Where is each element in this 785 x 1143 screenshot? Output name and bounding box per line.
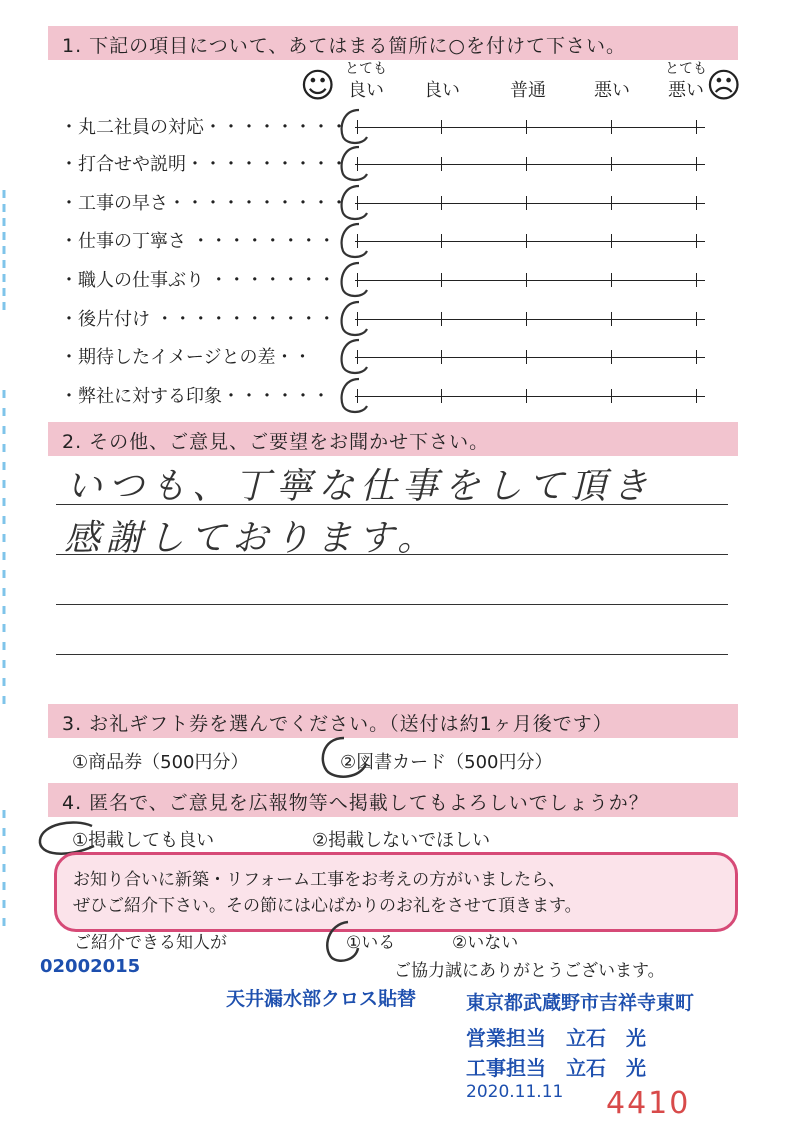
- referral-option-yes[interactable]: ①いる: [346, 933, 396, 953]
- column-bad: 悪い: [594, 80, 630, 101]
- referral-text-line1: お知り合いに新築・リフォーム工事をお考えの方がいましたら、: [73, 870, 566, 890]
- rating-option-tick[interactable]: [611, 273, 612, 287]
- rating-option-tick[interactable]: [441, 234, 442, 248]
- comment-line: [56, 604, 728, 605]
- rating-row-label: ・後片付け ・・・・・・・・・・: [60, 309, 336, 330]
- rating-selection-circle: [337, 107, 377, 147]
- rating-row-label: ・仕事の丁寧さ ・・・・・・・・: [60, 231, 336, 252]
- rating-row-label: ・職人の仕事ぶり ・・・・・・・: [60, 270, 336, 291]
- rating-option-tick[interactable]: [526, 350, 527, 364]
- section2-header: [48, 422, 738, 456]
- section2-title: 2. その他、ご意見、ご要望をお聞かせ下さい。: [62, 431, 490, 453]
- section1-header: [48, 26, 738, 60]
- section1-title: 1. 下記の項目について、あてはまる箇所に○を付けて下さい。: [62, 35, 626, 57]
- gift-option-shopping-voucher[interactable]: ①商品券（500円分）: [72, 752, 249, 773]
- rating-scale-line: [355, 357, 705, 358]
- rating-option-tick[interactable]: [696, 157, 697, 171]
- date-stamp: 2020.11.11: [466, 1082, 564, 1102]
- rating-option-tick[interactable]: [441, 157, 442, 171]
- section3-title: 3. お礼ギフト券を選んでください。（送付は約1ヶ月後です）: [62, 713, 613, 735]
- rating-option-tick[interactable]: [441, 389, 442, 403]
- section3-header: [48, 704, 738, 738]
- section4-title: 4. 匿名で、ご意見を広報物等へ掲載してもよろしいでしょうか？: [62, 792, 649, 814]
- construction-rep-stamp: 工事担当 立石 光: [466, 1056, 646, 1080]
- rating-option-tick[interactable]: [696, 196, 697, 210]
- referral-selection-circle: [318, 918, 368, 966]
- work-description-stamp: 天井漏水部クロス貼替: [226, 988, 417, 1010]
- column-very-good: とても 良い: [345, 61, 387, 101]
- referral-option-no[interactable]: ②いない: [452, 933, 519, 953]
- frown-icon: ☹: [706, 66, 742, 106]
- rating-selection-circle: [337, 337, 377, 377]
- rating-row-label: ・期待したイメージとの差・・: [60, 347, 312, 368]
- section4-header: [48, 783, 738, 817]
- sales-rep-stamp: 営業担当 立石 光: [466, 1026, 646, 1050]
- rating-option-tick[interactable]: [526, 157, 527, 171]
- rating-scale-line: [355, 319, 705, 320]
- rating-selection-circle: [337, 144, 377, 184]
- handwritten-comment-line1: いつも、丁寧な仕事をして頂き: [66, 466, 655, 507]
- rating-selection-circle: [337, 376, 377, 416]
- rating-row-label: ・丸二社員の対応・・・・・・・・: [60, 117, 348, 138]
- rating-selection-circle: [337, 183, 377, 223]
- smile-icon: ☺: [300, 66, 336, 106]
- thanks-message: ご協力誠にありがとうございます。: [394, 961, 665, 981]
- rating-option-tick[interactable]: [611, 157, 612, 171]
- rating-scale-line: [355, 203, 705, 204]
- rating-option-tick[interactable]: [696, 120, 697, 134]
- column-good: 良い: [424, 80, 460, 101]
- rating-option-tick[interactable]: [696, 234, 697, 248]
- rating-option-tick[interactable]: [696, 312, 697, 326]
- rating-option-tick[interactable]: [611, 234, 612, 248]
- handwritten-number: 4410: [606, 1086, 691, 1121]
- rating-selection-circle: [337, 260, 377, 300]
- rating-option-tick[interactable]: [611, 120, 612, 134]
- rating-scale-line: [355, 241, 705, 242]
- rating-option-tick[interactable]: [441, 273, 442, 287]
- rating-selection-circle: [337, 299, 377, 339]
- column-average: 普通: [510, 80, 546, 101]
- address-stamp: 東京都武蔵野市吉祥寺東町: [466, 992, 695, 1014]
- gift-selection-circle: [314, 732, 374, 782]
- rating-option-tick[interactable]: [441, 312, 442, 326]
- rating-selection-circle: [337, 221, 377, 261]
- rating-option-tick[interactable]: [526, 234, 527, 248]
- edge-bleed-marks: [0, 190, 10, 940]
- rating-option-tick[interactable]: [441, 350, 442, 364]
- handwritten-comment-line2: 感謝しております。: [64, 518, 440, 559]
- referral-text-line2: ぜひご紹介下さい。その節には心ばかりのお礼をさせて頂きます。: [73, 896, 582, 916]
- column-very-bad: とても 悪い: [665, 61, 707, 101]
- rating-option-tick[interactable]: [611, 350, 612, 364]
- rating-scale-line: [355, 280, 705, 281]
- rating-row-label: ・弊社に対する印象・・・・・・: [60, 386, 330, 407]
- rating-option-tick[interactable]: [526, 273, 527, 287]
- rating-option-tick[interactable]: [611, 312, 612, 326]
- rating-option-tick[interactable]: [526, 196, 527, 210]
- rating-option-tick[interactable]: [611, 196, 612, 210]
- rating-option-tick[interactable]: [441, 196, 442, 210]
- rating-option-tick[interactable]: [526, 389, 527, 403]
- rating-option-tick[interactable]: [696, 389, 697, 403]
- rating-option-tick[interactable]: [526, 312, 527, 326]
- rating-scale-line: [355, 396, 705, 397]
- rating-option-tick[interactable]: [611, 389, 612, 403]
- publish-option-no[interactable]: ②掲載しないでほしい: [312, 830, 491, 851]
- rating-option-tick[interactable]: [696, 350, 697, 364]
- gift-option-book-card[interactable]: ②図書カード（500円分）: [340, 752, 553, 773]
- rating-option-tick[interactable]: [696, 273, 697, 287]
- rating-scale-line: [355, 127, 705, 128]
- code-stamp: 02002015: [40, 956, 141, 977]
- referral-question: ご紹介できる知人が: [74, 933, 227, 953]
- rating-option-tick[interactable]: [441, 120, 442, 134]
- rating-scale-line: [355, 164, 705, 165]
- comment-line: [56, 654, 728, 655]
- rating-option-tick[interactable]: [526, 120, 527, 134]
- publish-option-ok[interactable]: ①掲載しても良い: [72, 830, 215, 851]
- rating-row-label: ・工事の早さ・・・・・・・・・・: [60, 193, 348, 214]
- rating-row-label: ・打合せや説明・・・・・・・・・: [60, 154, 348, 175]
- referral-box: [54, 852, 738, 932]
